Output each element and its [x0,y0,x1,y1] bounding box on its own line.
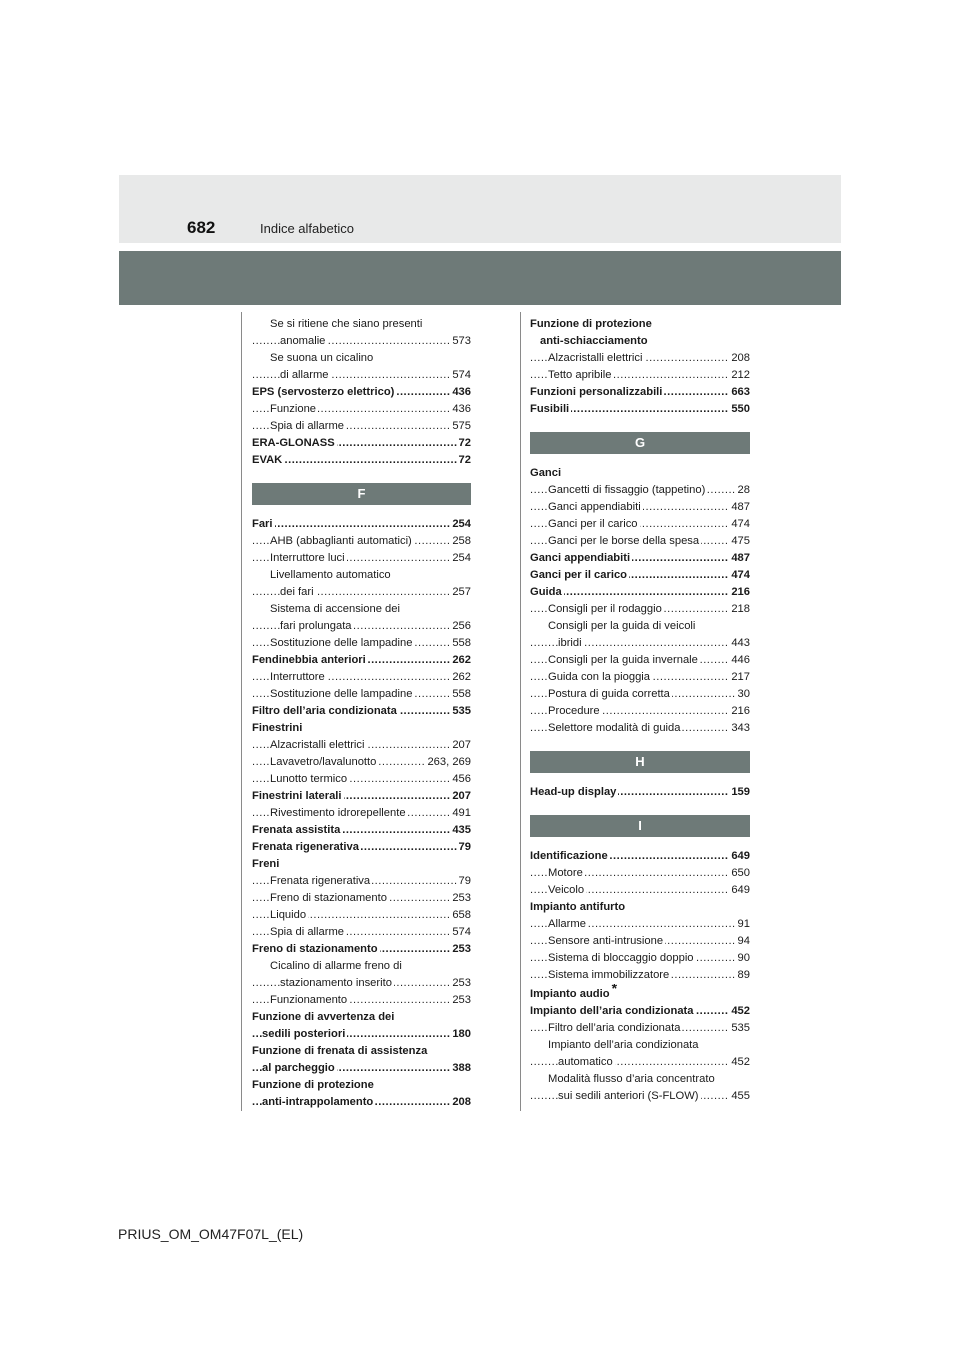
index-entry-term: Filtro dell’aria condizionata [548,1022,681,1034]
index-entry [252,1060,471,1077]
index-entry [252,686,471,703]
index-entry-page: 262 [450,669,471,686]
index-entry-page: 436 [450,384,471,401]
index-entry [252,350,471,367]
header-band [119,175,841,243]
index-entry-term: Consigli per la guida di veicoli [548,620,696,632]
index-entry [252,822,471,839]
footnote-star: * [612,984,617,996]
index-letter-header: H [530,751,750,773]
index-entry-page: 72 [457,452,471,469]
index-entry-page: 573 [450,333,471,350]
index-entry-term: ERA-GLONASS [252,437,335,449]
page-number: 682 [187,218,216,237]
index-entry [530,499,750,516]
index-entry [530,1054,750,1071]
index-entry-term: anomalie [280,335,326,347]
index-entry-page: 446 [729,652,750,669]
index-entry-page: 217 [729,669,750,686]
index-entry-term: Impianto audio [530,988,610,1000]
index-entry [252,435,471,452]
index-entry-page: 487 [729,550,750,567]
index-entry [252,601,471,618]
index-entry-page: 207 [450,737,471,754]
index-entry [252,418,471,435]
index-entry-page: 258 [450,533,471,550]
index-entry-page: 658 [450,907,471,924]
index-entry [252,907,471,924]
index-entry-page: 253 [450,975,471,992]
header-dark-band [119,251,841,305]
index-entry [252,401,471,418]
index-entry [252,652,471,669]
index-entry-term: automatico [558,1056,613,1068]
index-entry-page: 253 [450,890,471,907]
index-entry-term: Liquido [270,909,307,921]
index-entry-term: Spia di allarme [270,926,344,938]
index-entry [252,890,471,907]
index-entry-page: 475 [729,533,750,550]
index-entry-page: 94 [736,933,750,950]
index-entry-term: Modalità flusso d’aria concentrato [548,1073,715,1085]
index-entry [530,669,750,686]
index-entry-term: Sostituzione delle lampadine [270,688,413,700]
index-entry-term: anti-intrappolamento [262,1096,374,1108]
index-entry-term: di allarme [280,369,329,381]
index-entry-page: 649 [729,848,750,865]
index-entry-term: Fendinebbia anteriori [252,654,366,666]
index-entry-term: Selettore modalità di guida [548,722,681,734]
index-entry-page: 208 [729,350,750,367]
index-entry [530,882,750,899]
index-entry-page: 207 [450,788,471,805]
index-entry-term: al parcheggio [262,1062,335,1074]
index-entry-page: 343 [729,720,750,737]
index-entry-page: 474 [729,567,750,584]
index-entry [252,1077,471,1094]
index-entry [252,1043,471,1060]
index-entry [252,635,471,652]
index-entry-term: Impianto dell’aria condizionata [530,1005,694,1017]
index-entry [530,848,750,865]
index-entry [530,720,750,737]
index-entry [252,584,471,601]
index-entry-page: 159 [729,784,750,801]
index-entry-page: 436 [450,401,471,418]
index-entry [252,720,471,737]
index-entry-term: Freno di stazionamento [252,943,378,955]
index-entry-term: Head-up display [530,786,617,798]
index-entry-term: Rivestimento idrorepellente [270,807,406,819]
index-entry [252,754,471,771]
index-entry-page: 254 [450,550,471,567]
index-letter-header: G [530,432,750,454]
index-entry [530,533,750,550]
index-entry-page: 257 [450,584,471,601]
index-entry-term: Identificazione [530,850,608,862]
index-entry-page: 558 [450,686,471,703]
index-entry [252,992,471,1009]
index-entry [530,950,750,967]
index-entry-page: 89 [736,967,750,984]
index-entry-page: 79 [457,839,471,856]
index-entry-page: 208 [450,1094,471,1111]
index-entry-term: Finestrini [252,722,303,734]
index-entry-term: Alzacristalli elettrici [270,739,365,751]
index-entry-page: 535 [729,1020,750,1037]
index-entry-term: dei fari [280,586,314,598]
index-entry [530,703,750,720]
index-entry-page: 491 [450,805,471,822]
index-entry [530,482,750,499]
index-entry-term: Funzione di avvertenza dei [252,1011,395,1023]
index-entry [530,1037,750,1054]
index-entry-term: Consigli per il rodaggio [548,603,662,615]
index-entry-term: Frenata rigenerativa [252,841,359,853]
index-entry [252,384,471,401]
index-entry [252,567,471,584]
index-entry-term: Funzione [270,403,317,415]
index-entry-term: Guida [530,586,562,598]
index-entry-term: Funzioni personalizzabili [530,386,663,398]
index-entry [530,601,750,618]
index-entry [530,516,750,533]
index-entry [530,401,750,418]
index-entry-term: Motore [548,867,583,879]
index-entry [252,703,471,720]
index-entry [530,1003,750,1020]
index-entry-term: Livellamento automatico [270,569,391,581]
index-entry [530,465,750,482]
index-entry-term: Lunotto termico [270,773,348,785]
index-entry-page: 663 [729,384,750,401]
index-entry-term: Cicalino di allarme freno di [270,960,402,972]
index-entry-term: fari prolungata [280,620,352,632]
index-entry [252,805,471,822]
index-entry-term: Ganci per le borse della spesa [548,535,700,547]
index-entry-page: 212 [729,367,750,384]
index-entry-term: Impianto dell’aria condizionata [548,1039,699,1051]
index-entry [252,975,471,992]
index-entry [530,567,750,584]
index-entry-term: Frenata assistita [252,824,341,836]
section-title: Indice alfabetico [260,221,354,236]
index-entry-term: Impianto antifurto [530,901,626,913]
index-entry-term: Filtro dell’aria condizionata [252,705,397,717]
index-entry [252,516,471,533]
index-entry [252,669,471,686]
index-entry-page: 30 [736,686,750,703]
index-entry-term: Allarme [548,918,586,930]
index-entry-term: Frenata rigenerativa [270,875,371,887]
index-entry [252,873,471,890]
index-entry-page: 28 [736,482,750,499]
index-entry-term: sui sedili anteriori (S-FLOW) [558,1090,699,1102]
index-entry [530,635,750,652]
index-entry [252,618,471,635]
index-entry-page: 435 [450,822,471,839]
index-entry-term: Freni [252,858,280,870]
index-entry-term: Veicolo [548,884,585,896]
index-entry-page: 262 [450,652,471,669]
index-entry-page: 649 [729,882,750,899]
index-entry-page: 90 [736,950,750,967]
index-entry-term: AHB (abbaglianti automatici) [270,535,412,547]
index-entry-term: EVAK [252,454,283,466]
index-entry-page: 263, 269 [425,754,471,771]
index-entry [252,1009,471,1026]
index-entry [530,1088,750,1105]
index-entry-page: 487 [729,499,750,516]
index-entry [530,899,750,916]
index-entry-term: Funzionamento [270,994,348,1006]
index-entry-term: ibridi [558,637,582,649]
index-entry-page: 452 [729,1003,750,1020]
index-entry-page: 218 [729,601,750,618]
index-entry [252,771,471,788]
index-entry-term: Ganci [530,467,562,479]
index-entry-term: EPS (servosterzo elettrico) [252,386,395,398]
center-divider-line [520,312,521,1111]
index-entry [530,333,750,350]
index-entry-term: Consigli per la guida invernale [548,654,698,666]
index-entry-term: Funzione di protezione [530,318,652,330]
index-entry-page: 575 [450,418,471,435]
index-entry [252,533,471,550]
index-entry-page: 253 [450,992,471,1009]
index-entry-term: Ganci per il carico [530,569,628,581]
index-entry-page: 574 [450,924,471,941]
index-column-left [252,316,471,1111]
index-entry [252,333,471,350]
index-entry-term: stazionamento inserito [280,977,392,989]
index-entry-term: Funzione di frenata di assistenza [252,1045,428,1057]
index-entry [530,916,750,933]
index-entry-page: 253 [450,941,471,958]
index-entry-term: Guida con la pioggia [548,671,651,683]
index-entry-page: 650 [729,865,750,882]
index-entry [530,550,750,567]
index-entry [252,788,471,805]
index-entry [530,584,750,601]
index-entry-term: Sensore anti-intrusione [548,935,664,947]
index-entry-term: Funzione di protezione [252,1079,374,1091]
index-letter-header: I [530,815,750,837]
index-entry [530,933,750,950]
index-entry-term: Sostituzione delle lampadine [270,637,413,649]
index-entry-page: 216 [729,584,750,601]
index-entry [252,367,471,384]
index-entry-term: Alzacristalli elettrici [548,352,643,364]
index-entry-term: Sistema di accensione dei [270,603,400,615]
index-entry-term: Spia di allarme [270,420,344,432]
left-divider-line [241,312,242,1111]
index-entry-page: 216 [729,703,750,720]
index-entry-term: Interruttore [270,671,325,683]
index-entry [530,618,750,635]
index-entry-page: 455 [729,1088,750,1105]
index-entry-term: Procedure [548,705,600,717]
index-entry-term: Sistema di bloccaggio doppio [548,952,694,964]
index-entry-page: 452 [729,1054,750,1071]
index-entry [530,1020,750,1037]
index-entry [530,316,750,333]
index-entry-term: Ganci per il carico [548,518,638,530]
index-entry [252,316,471,333]
index-entry-term: Fari [252,518,273,530]
index-entry [530,367,750,384]
index-entry-term: Ganci appendiabiti [548,501,641,513]
document-code: PRIUS_OM_OM47F07L_(EL) [118,1226,304,1242]
index-column-right [530,316,750,1105]
index-entry-page: 79 [457,873,471,890]
index-entry [530,686,750,703]
index-entry-term: Se suona un cicalino [270,352,374,364]
index-entry-term: Lavavetro/lavalunotto [270,756,377,768]
index-entry-page: 558 [450,635,471,652]
index-entry-term: Freno di stazionamento [270,892,387,904]
index-entry [252,1094,471,1111]
index-entry-term: Tetto apribile [548,369,612,381]
index-entry-page: 550 [729,401,750,418]
index-entry [530,967,750,984]
index-entry [530,652,750,669]
index-entry-term: Postura di guida corretta [548,688,670,700]
index-entry-page: 72 [457,435,471,452]
index-entry-term: anti-schiacciamento [540,335,648,347]
index-entry-page: 180 [450,1026,471,1043]
index-entry [252,737,471,754]
index-entry-page: 574 [450,367,471,384]
index-entry [252,550,471,567]
index-entry-term: Fusibili [530,403,570,415]
index-entry-page: 443 [729,635,750,652]
index-entry [252,1026,471,1043]
index-entry-page: 254 [450,516,471,533]
index-entry [252,924,471,941]
index-entry [252,452,471,469]
index-entry [530,1071,750,1088]
index-entry-page: 256 [450,618,471,635]
index-entry [252,958,471,975]
index-entry-term: Ganci appendiabiti [530,552,631,564]
index-entry-page: 535 [450,703,471,720]
index-entry-term: Interruttore luci [270,552,345,564]
index-entry [530,984,750,1003]
index-entry-page: 91 [736,916,750,933]
index-entry [252,839,471,856]
index-entry [252,941,471,958]
index-entry-term: Se si ritiene che siano presenti [270,318,423,330]
index-entry [530,784,750,801]
index-entry-term: Sistema immobilizzatore [548,969,670,981]
index-entry-term: Gancetti di fissaggio (tappetino) [548,484,706,496]
index-entry-term: Finestrini laterali [252,790,342,802]
index-entry-page: 474 [729,516,750,533]
index-entry-page: 456 [450,771,471,788]
index-entry [252,856,471,873]
index-entry-term: sedili posteriori [262,1028,346,1040]
index-entry [530,350,750,367]
index-letter-header: F [252,483,471,505]
index-entry-page: 388 [450,1060,471,1077]
index-entry [530,865,750,882]
index-entry [530,384,750,401]
